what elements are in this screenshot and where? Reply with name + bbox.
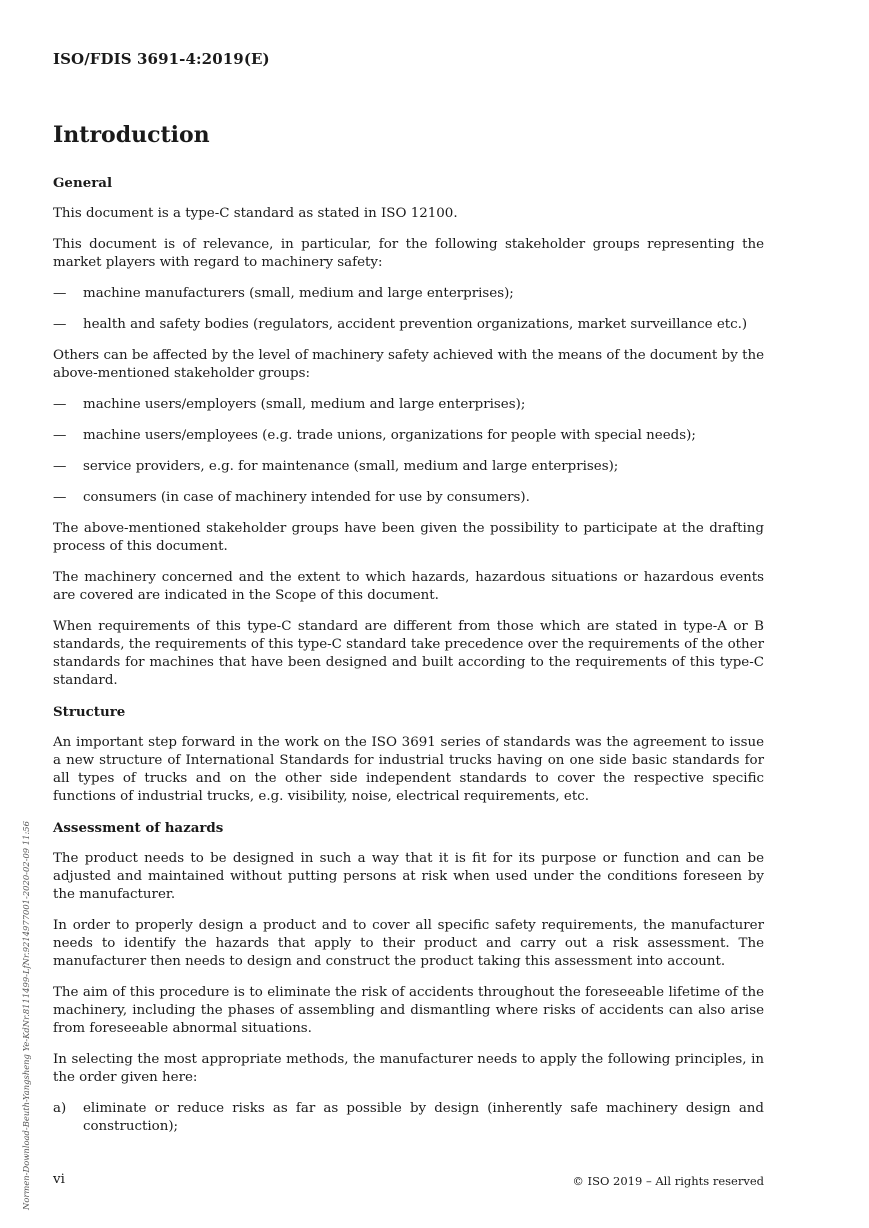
list-item-text: machine users/employers (small, medium and large enterprises); <box>83 397 526 412</box>
paragraph: The above-mentioned stakeholder groups have been given the possibility to participate at the drafting process of this document. <box>53 521 764 554</box>
list-item-text: machine manufacturers (small, medium and large enterprises); <box>83 286 514 301</box>
download-watermark: Normen-Download-Beuth-Yangsheng Ye-KdNr.8111499-LfNr.9214977001-2020-02-09 11:56 <box>21 821 31 1210</box>
page-number: vi <box>53 1172 65 1187</box>
list-marker: a) <box>53 1101 67 1116</box>
copyright-notice: © ISO 2019 – All rights reserved <box>572 1174 764 1188</box>
paragraph: This document is of relevance, in particular, for the following stakeholder groups representing the market players with regard to machinery safety: <box>53 237 764 270</box>
list-item <box>53 489 764 507</box>
list-item <box>53 396 764 414</box>
list-item-text: service providers, e.g. for maintenance (small, medium and large enterprises); <box>83 459 619 474</box>
list-item-text: health and safety bodies (regulators, accident prevention organizations, market surveillance etc.) <box>83 317 748 332</box>
page-content <box>53 120 764 1149</box>
heading-structure: Structure <box>53 704 126 720</box>
stakeholder-list-1 <box>53 285 764 334</box>
dash-marker: — <box>53 317 67 332</box>
dash-marker: — <box>53 286 67 301</box>
list-item <box>53 1100 764 1136</box>
dash-marker: — <box>53 397 67 412</box>
dash-marker: — <box>53 428 67 443</box>
list-item-text: eliminate or reduce risks as far as possible by design (inherently safe machinery design and construction); <box>83 1101 764 1134</box>
paragraph: This document is a type-C standard as stated in ISO 12100. <box>53 206 458 221</box>
paragraph: An important step forward in the work on the ISO 3691 series of standards was the agreement to issue a new structure of International Standards for industrial trucks having on one side basic standards for all types of trucks and on the other side independent standards to cover the respective specific functions of industrial trucks, e.g. visibility, noise, electrical requirements, etc. <box>53 735 764 804</box>
list-item <box>53 458 764 476</box>
paragraph: The aim of this procedure is to eliminate the risk of accidents throughout the foreseeable lifetime of the machinery, including the phases of assembling and dismantling where risks of accidents can also arise from foreseeable abnormal situations. <box>53 985 764 1036</box>
stakeholder-list-2 <box>53 396 764 507</box>
list-item-text: machine users/employees (e.g. trade unions, organizations for people with special needs); <box>83 428 696 443</box>
dash-marker: — <box>53 490 67 505</box>
section-title: Introduction <box>53 122 210 148</box>
list-item <box>53 285 764 303</box>
list-item <box>53 316 764 334</box>
paragraph: In selecting the most appropriate methods, the manufacturer needs to apply the following principles, in the order given here: <box>53 1052 764 1085</box>
heading-general: General <box>53 175 113 191</box>
paragraph: Others can be affected by the level of machinery safety achieved with the means of the document by the above-mentioned stakeholder groups: <box>53 348 764 381</box>
heading-assessment: Assessment of hazards <box>53 820 224 836</box>
dash-marker: — <box>53 459 67 474</box>
list-item-text: consumers (in case of machinery intended for use by consumers). <box>83 490 530 505</box>
paragraph: The machinery concerned and the extent to which hazards, hazardous situations or hazardous events are covered are indicated in the Scope of this document. <box>53 570 764 603</box>
paragraph: When requirements of this type-C standard are different from those which are stated in type-A or B standards, the requirements of this type-C standard take precedence over the requirements of the other standards for machines that have been designed and built according to the requirements of this type-C standard. <box>53 619 764 688</box>
document-id: ISO/FDIS 3691-4:2019(E) <box>53 50 270 68</box>
principles-list <box>53 1100 764 1136</box>
paragraph: The product needs to be designed in such a way that it is fit for its purpose or function and can be adjusted and maintained without putting persons at risk when used under the conditions foreseen by the manufacturer. <box>53 851 764 902</box>
list-item <box>53 427 764 445</box>
paragraph: In order to properly design a product and to cover all specific safety requirements, the manufacturer needs to identify the hazards that apply to their product and carry out a risk assessment. The manufacturer then needs to design and construct the product taking this assessment into account. <box>53 918 764 969</box>
